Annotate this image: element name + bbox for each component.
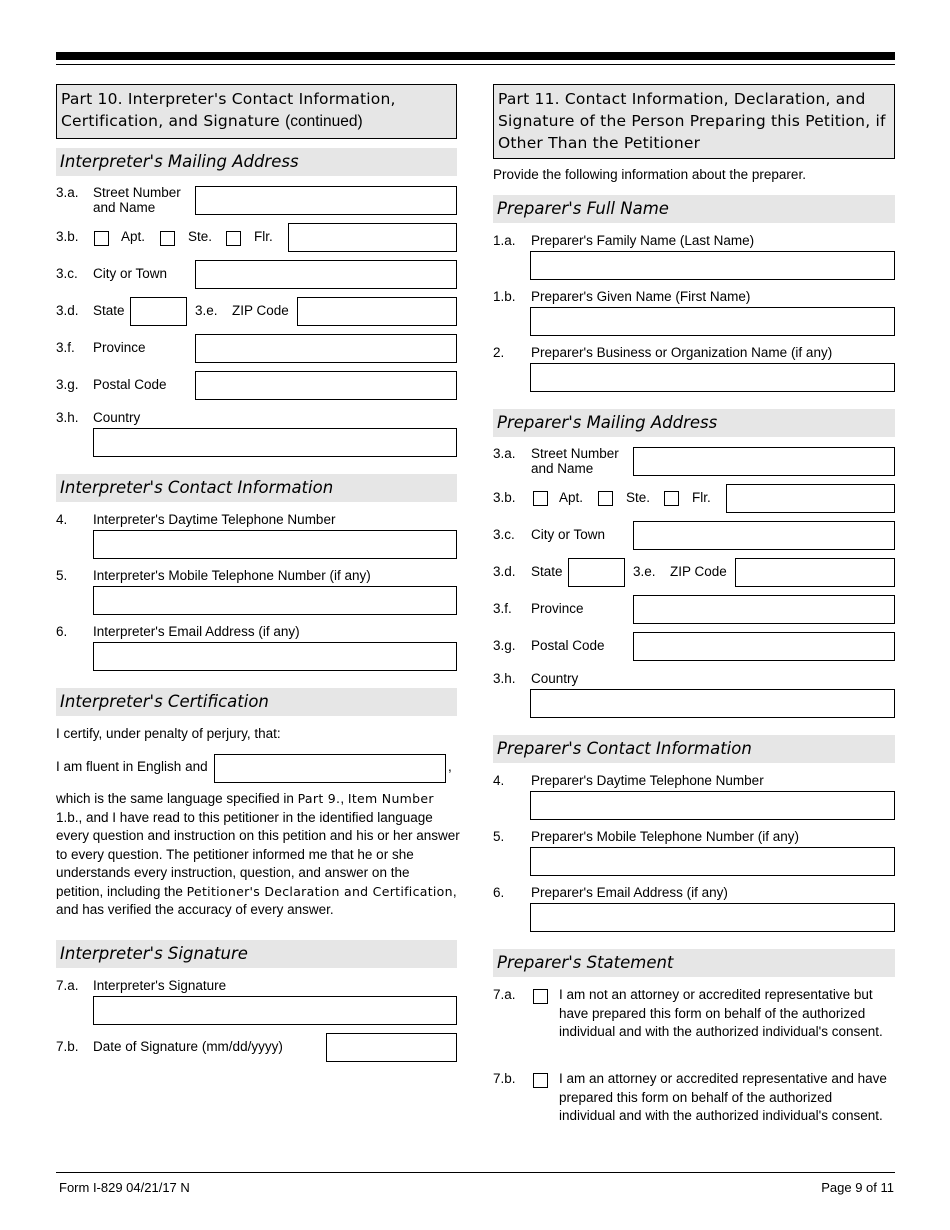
item-num-6: 6.	[493, 885, 505, 900]
preparer-mobile-input[interactable]	[530, 847, 895, 876]
item-num-7b: 7.b.	[56, 1039, 79, 1054]
item-num-2: 2.	[493, 345, 505, 360]
preparer-apt-checkbox[interactable]	[533, 491, 548, 506]
top-rule-thick	[56, 52, 895, 60]
zip-label: ZIP Code	[232, 303, 289, 318]
attorney-checkbox[interactable]	[533, 1073, 548, 1088]
item-num-3f: 3.f.	[56, 340, 75, 355]
item-num-5: 5.	[493, 829, 505, 844]
country-label: Country	[93, 410, 141, 425]
interpreter-signature-input[interactable]	[93, 996, 457, 1025]
item-num-6: 6.	[56, 624, 68, 639]
footer-rule	[56, 1172, 895, 1173]
zip-label: ZIP Code	[670, 564, 727, 579]
item-num-3b: 3.b.	[56, 229, 79, 244]
item-num-3f: 3.f.	[493, 601, 512, 616]
interpreter-country-input[interactable]	[93, 428, 457, 457]
preparer-state-select[interactable]	[568, 558, 625, 587]
attorney-statement: I am an attorney or accredited representative and have prepared this form on behalf of the authorized individual and with the authorized individual's consent.	[559, 1071, 887, 1123]
item-num-3a: 3.a.	[493, 446, 516, 461]
item-num-3g: 3.g.	[493, 638, 516, 653]
state-label: State	[93, 303, 125, 318]
interpreter-flr-checkbox[interactable]	[226, 231, 241, 246]
item-num-3c: 3.c.	[56, 266, 78, 281]
cert-declaration-ref: Petitioner's Declaration and Certification	[186, 883, 453, 899]
preparer-name-header: Preparer's Full Name	[493, 195, 895, 223]
preparer-mailing-header: Preparer's Mailing Address	[493, 409, 895, 437]
preparer-statement-header: Preparer's Statement	[493, 949, 895, 977]
preparer-flr-checkbox[interactable]	[664, 491, 679, 506]
cert-item-ref: Item Number	[347, 791, 434, 806]
preparer-given-name-input[interactable]	[530, 307, 895, 336]
interpreter-street-input[interactable]	[195, 186, 457, 215]
family-name-label: Preparer's Family Name (Last Name)	[531, 233, 755, 248]
item-num-5: 5.	[56, 568, 68, 583]
interpreter-date-input[interactable]	[326, 1033, 457, 1062]
interpreter-mailing-header: Interpreter's Mailing Address	[56, 148, 457, 176]
item-num-3h: 3.h.	[493, 671, 516, 686]
business-label: Preparer's Business or Organization Name (if any)	[531, 345, 833, 360]
fluent-label: I am fluent in English and	[56, 759, 208, 774]
item-num-7b: 7.b.	[493, 1071, 516, 1086]
item-num-3g: 3.g.	[56, 377, 79, 392]
item-num-4: 4.	[493, 773, 505, 788]
phone-label: Preparer's Daytime Telephone Number	[531, 773, 764, 788]
preparer-city-input[interactable]	[633, 521, 895, 550]
part11-intro: Provide the following information about the preparer.	[493, 167, 806, 182]
interpreter-postal-input[interactable]	[195, 371, 457, 400]
interpreter-city-input[interactable]	[195, 260, 457, 289]
item-num-7a: 7.a.	[493, 987, 516, 1002]
preparer-country-input[interactable]	[530, 689, 895, 718]
ste-label: Ste.	[188, 229, 213, 244]
interpreter-apt-checkbox[interactable]	[94, 231, 109, 246]
item-num-3d: 3.d.	[56, 303, 79, 318]
part10-continued: (continued)	[285, 113, 363, 130]
top-rule-thin	[56, 64, 895, 65]
fluent-comma: ,	[448, 759, 452, 774]
preparer-ste-checkbox[interactable]	[598, 491, 613, 506]
interpreter-state-select[interactable]	[130, 297, 187, 326]
interpreter-ste-checkbox[interactable]	[160, 231, 175, 246]
interpreter-email-input[interactable]	[93, 642, 457, 671]
not-attorney-checkbox[interactable]	[533, 989, 548, 1004]
street-label: Street Number and Name	[531, 446, 619, 476]
preparer-province-input[interactable]	[633, 595, 895, 624]
preparer-postal-input[interactable]	[633, 632, 895, 661]
interpreter-signature-header: Interpreter's Signature	[56, 940, 457, 968]
apt-label: Apt.	[559, 490, 584, 505]
cert-text-d: , and I have read to this petitioner in the identified language every question and instruction on this petition and his or her answer to every question. The petitioner informed me that he or she understands every instruction, question, and answer on the petition, including the	[56, 809, 460, 899]
preparer-contact-header: Preparer's Contact Information	[493, 735, 895, 763]
item-num-3e: 3.e.	[195, 303, 218, 318]
email-label: Preparer's Email Address (if any)	[531, 885, 728, 900]
flr-label: Flr.	[692, 490, 711, 505]
given-name-label: Preparer's Given Name (First Name)	[531, 289, 751, 304]
page-number: Page 9 of 11	[821, 1180, 894, 1195]
item-num-3a: 3.a.	[56, 185, 79, 200]
cert-text-e: , and has verified the accuracy of every answer.	[56, 883, 457, 917]
email-label: Interpreter's Email Address (if any)	[93, 624, 300, 639]
preparer-zip-input[interactable]	[735, 558, 895, 587]
city-label: City or Town	[93, 266, 168, 281]
date-label: Date of Signature (mm/dd/yyyy)	[93, 1039, 283, 1054]
preparer-family-name-input[interactable]	[530, 251, 895, 280]
part10-title: Part 10. Interpreter's Contact Information, Certification, and Signature	[61, 90, 396, 130]
province-label: Province	[531, 601, 584, 616]
preparer-email-input[interactable]	[530, 903, 895, 932]
interpreter-contact-header: Interpreter's Contact Information	[56, 474, 457, 502]
preparer-phone-input[interactable]	[530, 791, 895, 820]
preparer-street-input[interactable]	[633, 447, 895, 476]
cert-text-a: which is the same language specified in	[56, 791, 298, 806]
interpreter-mobile-input[interactable]	[93, 586, 457, 615]
ste-label: Ste.	[626, 490, 651, 505]
country-label: Country	[531, 671, 579, 686]
mobile-label: Preparer's Mobile Telephone Number (if any)	[531, 829, 799, 844]
state-label: State	[531, 564, 563, 579]
item-num-1b: 1.b.	[493, 289, 516, 304]
item-num-3h: 3.h.	[56, 410, 79, 425]
cert-part-ref: Part 9.	[297, 791, 341, 806]
street-label: Street Number and Name	[93, 185, 181, 215]
item-num-1a: 1.a.	[493, 233, 516, 248]
preparer-unit-number-input[interactable]	[726, 484, 895, 513]
phone-label: Interpreter's Daytime Telephone Number	[93, 512, 336, 527]
part10-header	[56, 84, 457, 139]
apt-label: Apt.	[121, 229, 146, 244]
certify-line: I certify, under penalty of perjury, that:	[56, 726, 281, 741]
interpreter-certification-header: Interpreter's Certification	[56, 688, 457, 716]
not-attorney-statement: I am not an attorney or accredited representative but have prepared this form on behalf of the authorized individual and with the authorized individual's consent.	[559, 987, 883, 1039]
item-num-7a: 7.a.	[56, 978, 79, 993]
certification-paragraph	[56, 790, 460, 920]
interpreter-province-input[interactable]	[195, 334, 457, 363]
signature-label: Interpreter's Signature	[93, 978, 227, 993]
preparer-business-input[interactable]	[530, 363, 895, 392]
cert-text-b: ,	[340, 791, 348, 806]
city-label: City or Town	[531, 527, 606, 542]
item-num-3e: 3.e.	[633, 564, 656, 579]
part11-header: Part 11. Contact Information, Declaration, and Signature of the Person Preparing this Petition, if Other Than the Petitioner	[493, 84, 895, 159]
mobile-label: Interpreter's Mobile Telephone Number (if any)	[93, 568, 371, 583]
item-num-3c: 3.c.	[493, 527, 515, 542]
item-num-3d: 3.d.	[493, 564, 516, 579]
interpreter-zip-input[interactable]	[297, 297, 457, 326]
province-label: Province	[93, 340, 146, 355]
interpreter-phone-input[interactable]	[93, 530, 457, 559]
postal-label: Postal Code	[531, 638, 605, 653]
flr-label: Flr.	[254, 229, 273, 244]
form-id: Form I-829 04/21/17 N	[59, 1180, 190, 1195]
postal-label: Postal Code	[93, 377, 167, 392]
item-num-3b: 3.b.	[493, 490, 516, 505]
item-num-4: 4.	[56, 512, 68, 527]
cert-text-c: 1.b.	[56, 809, 79, 825]
interpreter-unit-number-input[interactable]	[288, 223, 457, 252]
interpreter-language-input[interactable]	[214, 754, 446, 783]
